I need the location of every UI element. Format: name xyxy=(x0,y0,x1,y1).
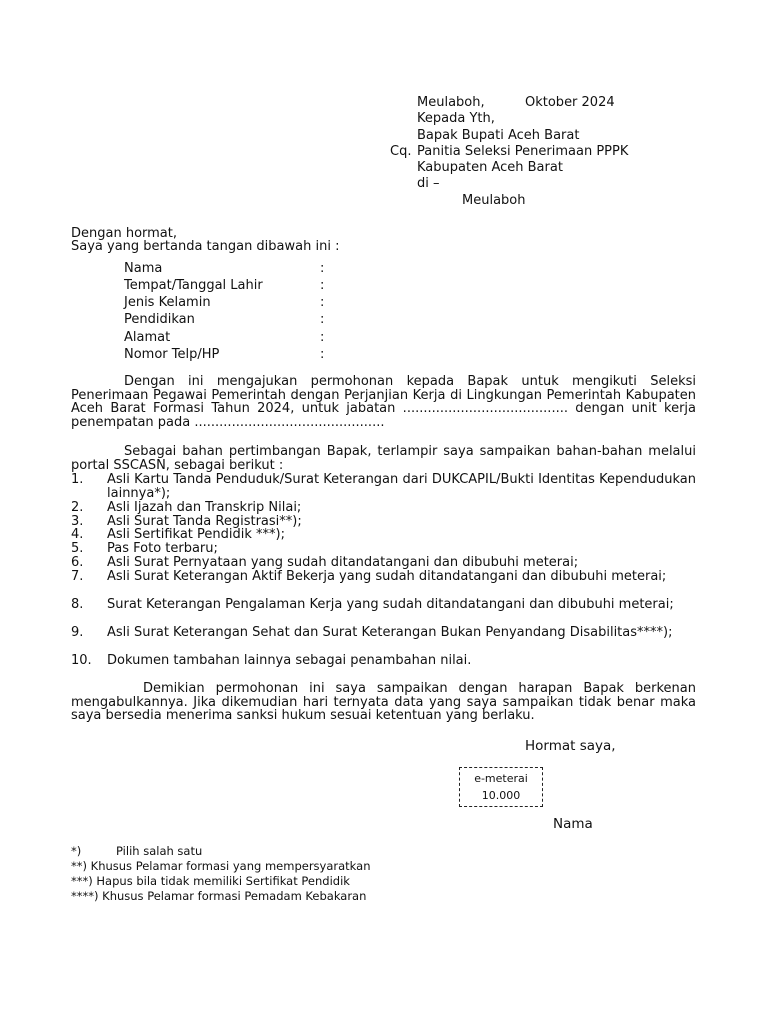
list-number: 8. xyxy=(71,597,84,612)
list-number: 4. xyxy=(71,527,84,542)
field-separator: : xyxy=(320,312,325,327)
list-text: Asli Surat Keterangan Sehat dan Surat Keterangan Bukan Penyandang Disabilitas****); xyxy=(107,625,673,640)
attachments-intro: Sebagai bahan pertimbangan Bapak, terlampir saya sampaikan bahan-bahan melalui portal SSCASN, sebagai berikut : xyxy=(71,444,696,473)
list-number: 1. xyxy=(71,472,84,487)
field-label: Pendidikan xyxy=(124,312,195,327)
list-text: Dokumen tambahan lainnya sebagai penambahan nilai. xyxy=(107,653,472,668)
field-separator: : xyxy=(320,261,325,276)
field-separator: : xyxy=(320,347,325,362)
list-text: Asli Surat Pernyataan yang sudah ditandatangani dan dibubuhi meterai; xyxy=(107,555,579,570)
footnote-text: Khusus Pelamar formasi Pemadam Kebakaran xyxy=(102,889,367,903)
list-number: 6. xyxy=(71,555,84,570)
footnote-mark: **) xyxy=(71,859,87,873)
footnote xyxy=(71,859,370,874)
list-text: Asli Ijazah dan Transkrip Nilai; xyxy=(107,500,302,515)
intro-line: Saya yang bertanda tangan dibawah ini : xyxy=(71,239,340,254)
field-label: Alamat xyxy=(124,330,171,345)
list-text: Asli Sertifikat Pendidik ***); xyxy=(107,527,285,542)
list-number: 2. xyxy=(71,500,84,515)
list-number: 7. xyxy=(71,569,84,584)
letter-date: Oktober 2024 xyxy=(525,95,615,110)
field-separator: : xyxy=(320,295,325,310)
footnote-text: Khusus Pelamar formasi yang mempersyaratkan xyxy=(90,859,371,873)
field-row xyxy=(124,312,324,328)
field-label: Jenis Kelamin xyxy=(124,295,211,310)
field-row xyxy=(124,295,324,311)
field-separator: : xyxy=(320,330,325,345)
stamp-value: 10.000 xyxy=(481,789,521,802)
stamp-label: e-meterai xyxy=(474,772,528,785)
cq-prefix: Cq. xyxy=(390,144,412,159)
cq-text: Panitia Seleksi Penerimaan PPPK xyxy=(417,144,629,159)
field-separator: : xyxy=(320,278,325,293)
greeting: Dengan hormat, xyxy=(71,226,178,241)
footnote-text: Pilih salah satu xyxy=(116,844,203,858)
footnote xyxy=(71,874,350,889)
list-number: 3. xyxy=(71,514,84,529)
list-text: Asli Kartu Tanda Penduduk/Surat Keterangan dari DUKCAPIL/Bukti Identitas Kependudukan lainnya*); xyxy=(107,472,696,501)
e-meterai-stamp xyxy=(459,767,543,807)
footnote xyxy=(71,889,366,904)
addressee: Bapak Bupati Aceh Barat xyxy=(417,128,580,143)
field-row xyxy=(124,278,324,294)
closing-salutation: Hormat saya, xyxy=(525,738,616,754)
recipient-city: Meulaboh xyxy=(462,193,526,208)
field-row xyxy=(124,330,324,346)
footnote xyxy=(71,844,202,859)
list-number: 10. xyxy=(71,653,92,668)
list-text: Surat Keterangan Pengalaman Kerja yang sudah ditandatangani dan dibubuhi meterai; xyxy=(107,597,674,612)
field-row xyxy=(124,261,324,277)
footnote-mark: ****) xyxy=(71,889,99,903)
place-city: Meulaboh, xyxy=(417,95,485,110)
footnote-mark: ***) xyxy=(71,874,93,888)
regency: Kabupaten Aceh Barat xyxy=(417,160,563,175)
list-text: Pas Foto terbaru; xyxy=(107,541,218,556)
field-label: Nama xyxy=(124,261,163,276)
di-line: di – xyxy=(417,176,440,191)
closing-paragraph: Demikian permohonan ini saya sampaikan dengan harapan Bapak berkenan mengabulkannya. Jika dikemudian hari ternyata data yang saya sampaikan tidak benar maka saya bersedia menerima sanksi hukum sesuai ketentuan yang berlaku. xyxy=(71,681,696,723)
field-label: Nomor Telp/HP xyxy=(124,347,220,362)
footnote-mark: *) xyxy=(71,844,82,858)
list-number: 5. xyxy=(71,541,84,556)
signer-name: Nama xyxy=(553,816,593,832)
to-line: Kepada Yth, xyxy=(417,111,495,126)
footnote-text: Hapus bila tidak memiliki Sertifikat Pendidik xyxy=(96,874,350,888)
list-number: 9. xyxy=(71,625,84,640)
field-label: Tempat/Tanggal Lahir xyxy=(124,278,263,293)
list-text: Asli Surat Tanda Registrasi**); xyxy=(107,514,302,529)
field-row xyxy=(124,347,324,363)
list-text: Asli Surat Keterangan Aktif Bekerja yang sudah ditandatangani dan dibubuhi meterai; xyxy=(107,569,667,584)
application-paragraph: Dengan ini mengajukan permohonan kepada Bapak untuk mengikuti Seleksi Penerimaan Pegawai Pemerintah dengan Perjanjian Kerja di Lingkungan Pemerintah Kabupaten Aceh Barat Formasi Tahun 2024, untuk jabatan ........................................ dengan unit kerja penempatan pada .............................................. xyxy=(71,374,696,430)
